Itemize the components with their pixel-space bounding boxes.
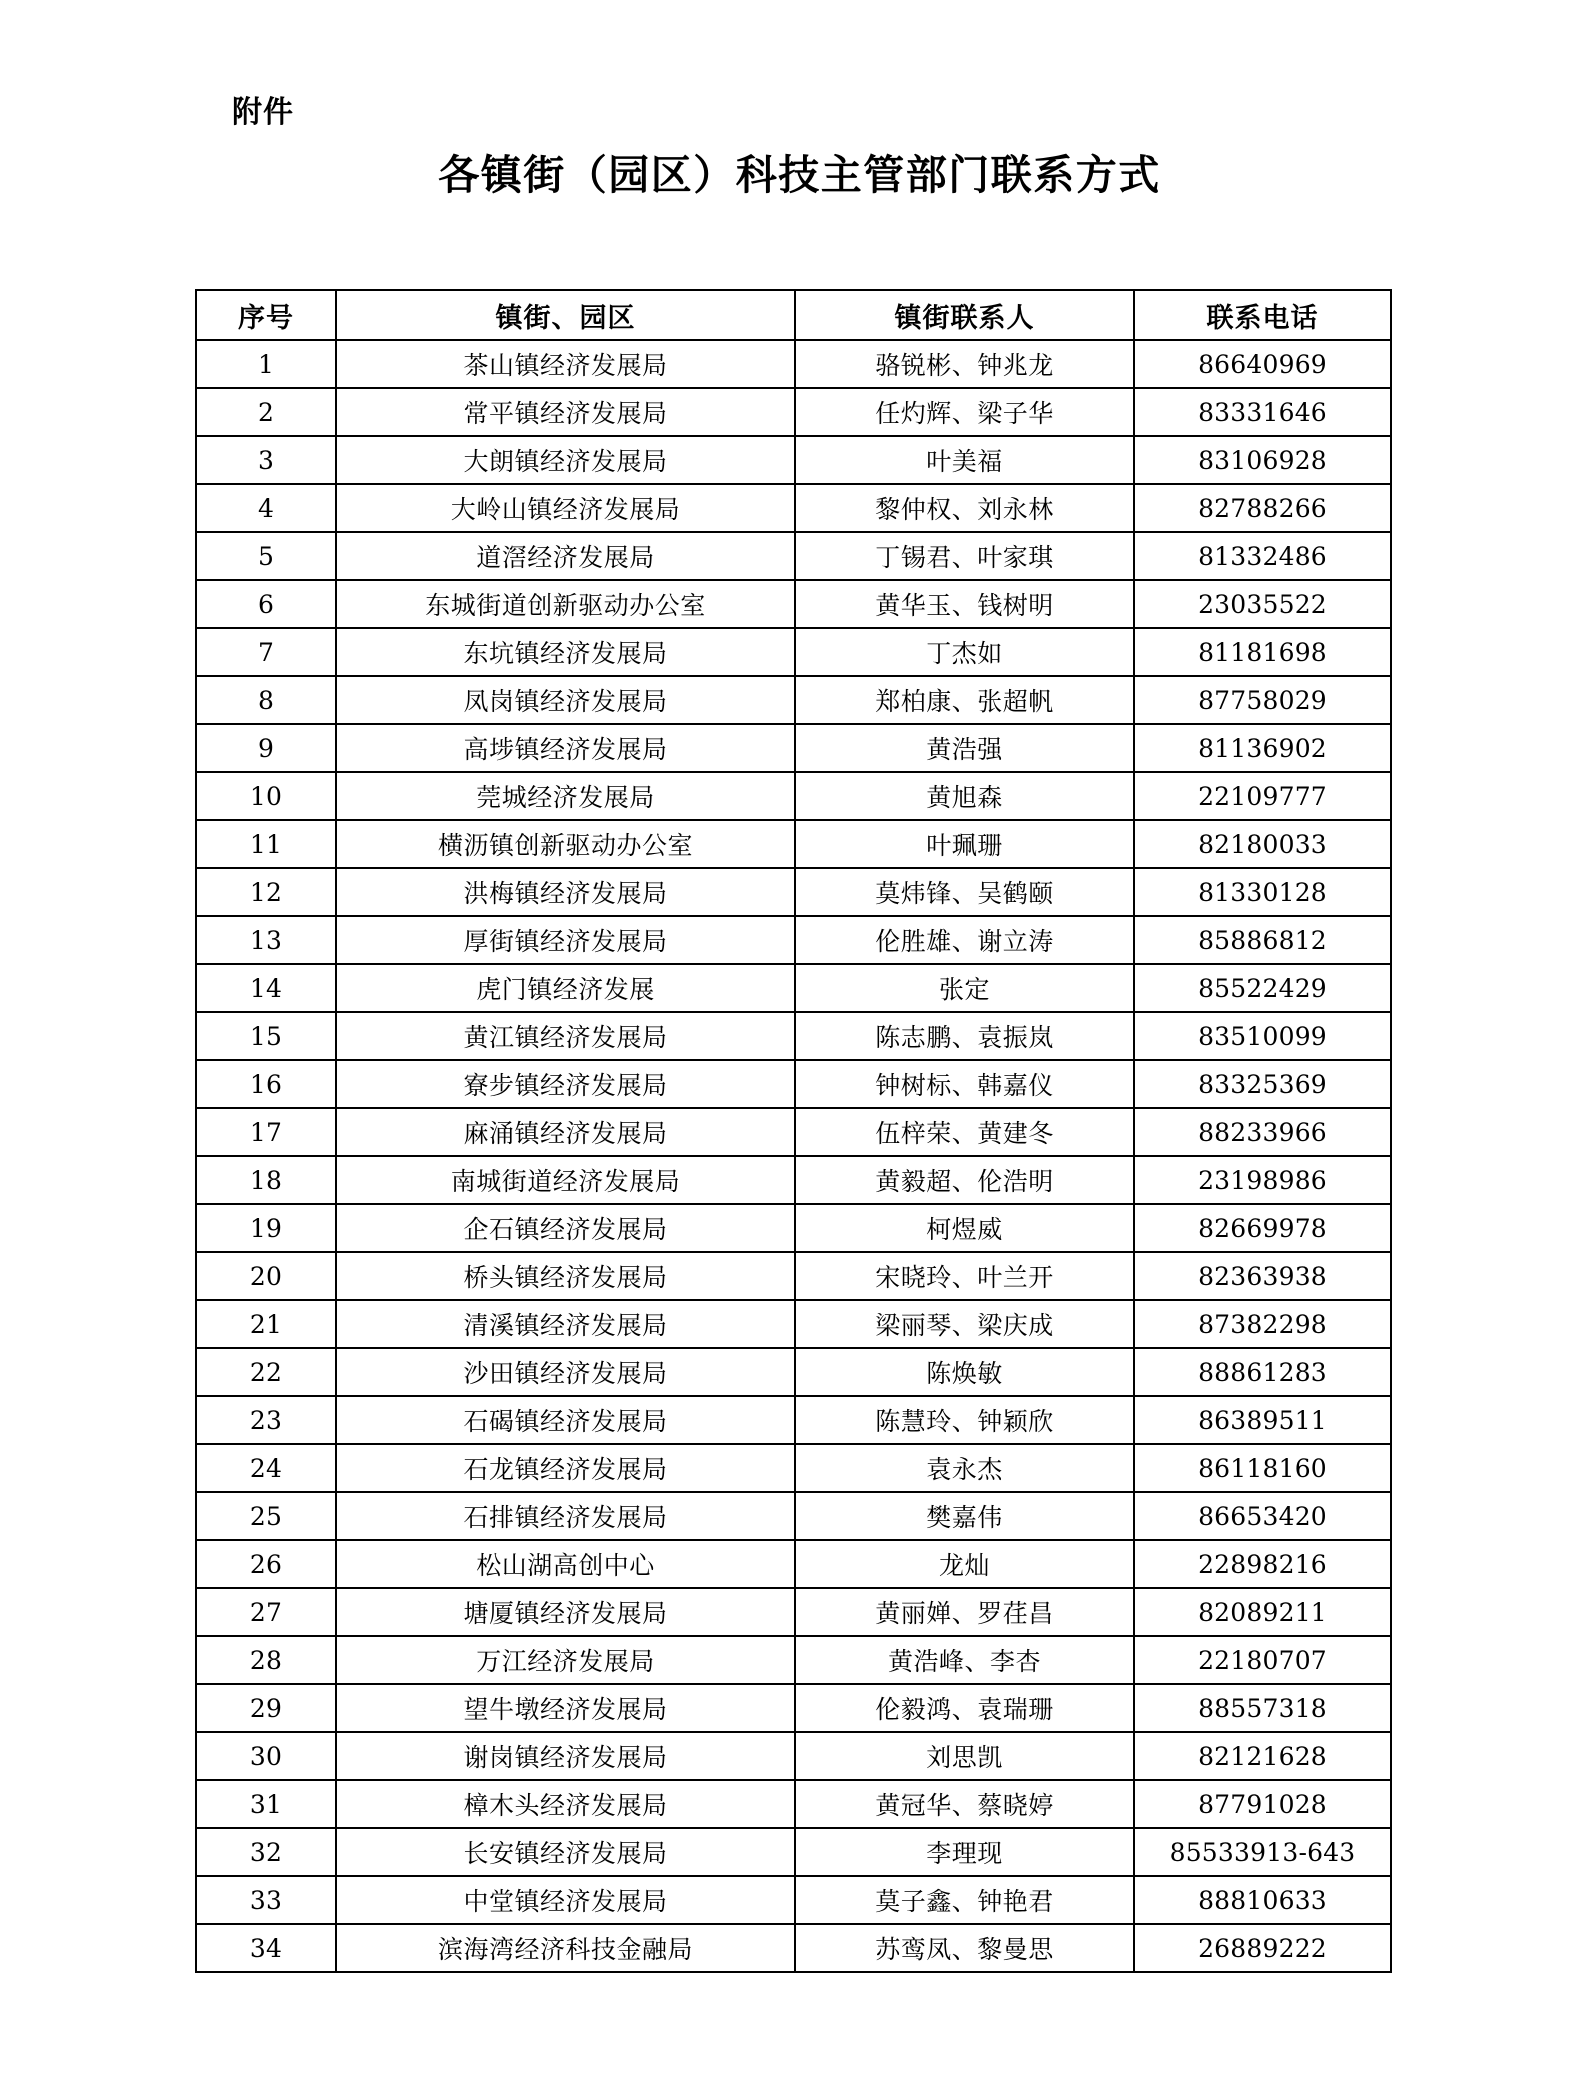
cell-org: 中堂镇经济发展局	[336, 1876, 795, 1924]
cell-seq: 2	[196, 388, 336, 436]
cell-org: 石龙镇经济发展局	[336, 1444, 795, 1492]
cell-name: 陈志鹏、袁振岚	[795, 1012, 1134, 1060]
cell-seq: 32	[196, 1828, 336, 1876]
cell-org: 凤岗镇经济发展局	[336, 676, 795, 724]
cell-phone: 82180033	[1134, 820, 1391, 868]
table-row	[196, 532, 1391, 580]
cell-phone: 86389511	[1134, 1396, 1391, 1444]
cell-name: 张定	[795, 964, 1134, 1012]
cell-name: 李理现	[795, 1828, 1134, 1876]
cell-name: 郑柏康、张超帆	[795, 676, 1134, 724]
cell-name: 伦毅鸿、袁瑞珊	[795, 1684, 1134, 1732]
table-row	[196, 1012, 1391, 1060]
cell-org: 万江经济发展局	[336, 1636, 795, 1684]
cell-seq: 13	[196, 916, 336, 964]
cell-seq: 1	[196, 340, 336, 388]
cell-name: 黎仲权、刘永林	[795, 484, 1134, 532]
contact-table	[195, 289, 1392, 1973]
table-row	[196, 1924, 1391, 1972]
cell-name: 骆锐彬、钟兆龙	[795, 340, 1134, 388]
table-row	[196, 1684, 1391, 1732]
cell-seq: 14	[196, 964, 336, 1012]
cell-org: 虎门镇经济发展	[336, 964, 795, 1012]
cell-name: 伦胜雄、谢立涛	[795, 916, 1134, 964]
cell-seq: 18	[196, 1156, 336, 1204]
cell-name: 宋晓玲、叶兰开	[795, 1252, 1134, 1300]
cell-org: 黄江镇经济发展局	[336, 1012, 795, 1060]
cell-phone: 22180707	[1134, 1636, 1391, 1684]
cell-name: 袁永杰	[795, 1444, 1134, 1492]
cell-org: 莞城经济发展局	[336, 772, 795, 820]
cell-name: 黄华玉、钱树明	[795, 580, 1134, 628]
cell-org: 厚街镇经济发展局	[336, 916, 795, 964]
table-row	[196, 916, 1391, 964]
cell-org: 谢岗镇经济发展局	[336, 1732, 795, 1780]
cell-phone: 83325369	[1134, 1060, 1391, 1108]
cell-phone: 86653420	[1134, 1492, 1391, 1540]
table-row	[196, 628, 1391, 676]
cell-phone: 82669978	[1134, 1204, 1391, 1252]
cell-seq: 25	[196, 1492, 336, 1540]
cell-name: 任灼辉、梁子华	[795, 388, 1134, 436]
cell-seq: 11	[196, 820, 336, 868]
table-row	[196, 964, 1391, 1012]
cell-org: 寮步镇经济发展局	[336, 1060, 795, 1108]
table-row	[196, 436, 1391, 484]
table-header-row	[196, 290, 1391, 340]
cell-name: 黄丽婵、罗荏昌	[795, 1588, 1134, 1636]
cell-name: 丁锡君、叶家琪	[795, 532, 1134, 580]
cell-name: 刘思凯	[795, 1732, 1134, 1780]
cell-org: 松山湖高创中心	[336, 1540, 795, 1588]
cell-seq: 10	[196, 772, 336, 820]
cell-phone: 81136902	[1134, 724, 1391, 772]
cell-seq: 7	[196, 628, 336, 676]
table-row	[196, 1252, 1391, 1300]
cell-phone: 88861283	[1134, 1348, 1391, 1396]
cell-org: 樟木头经济发展局	[336, 1780, 795, 1828]
page-title: 各镇街（园区）科技主管部门联系方式	[438, 151, 1161, 199]
cell-phone: 82788266	[1134, 484, 1391, 532]
cell-phone: 23035522	[1134, 580, 1391, 628]
table-row	[196, 676, 1391, 724]
table-row	[196, 1876, 1391, 1924]
table-row	[196, 1444, 1391, 1492]
cell-org: 桥头镇经济发展局	[336, 1252, 795, 1300]
column-header-seq: 序号	[196, 290, 336, 340]
cell-phone: 83331646	[1134, 388, 1391, 436]
cell-org: 茶山镇经济发展局	[336, 340, 795, 388]
cell-name: 叶珮珊	[795, 820, 1134, 868]
cell-phone: 81181698	[1134, 628, 1391, 676]
cell-name: 莫子鑫、钟艳君	[795, 1876, 1134, 1924]
cell-seq: 30	[196, 1732, 336, 1780]
table-row	[196, 1204, 1391, 1252]
cell-org: 东坑镇经济发展局	[336, 628, 795, 676]
cell-phone: 22898216	[1134, 1540, 1391, 1588]
cell-phone: 88557318	[1134, 1684, 1391, 1732]
cell-name: 梁丽琴、梁庆成	[795, 1300, 1134, 1348]
cell-phone: 22109777	[1134, 772, 1391, 820]
cell-name: 丁杰如	[795, 628, 1134, 676]
cell-seq: 31	[196, 1780, 336, 1828]
cell-name: 黄旭森	[795, 772, 1134, 820]
table-row	[196, 724, 1391, 772]
table-row	[196, 772, 1391, 820]
cell-name: 黄浩强	[795, 724, 1134, 772]
cell-seq: 27	[196, 1588, 336, 1636]
cell-phone: 23198986	[1134, 1156, 1391, 1204]
cell-name: 樊嘉伟	[795, 1492, 1134, 1540]
cell-seq: 17	[196, 1108, 336, 1156]
cell-org: 大岭山镇经济发展局	[336, 484, 795, 532]
cell-seq: 9	[196, 724, 336, 772]
cell-org: 清溪镇经济发展局	[336, 1300, 795, 1348]
cell-seq: 19	[196, 1204, 336, 1252]
table-row	[196, 1732, 1391, 1780]
cell-seq: 4	[196, 484, 336, 532]
cell-name: 陈焕敏	[795, 1348, 1134, 1396]
cell-org: 企石镇经济发展局	[336, 1204, 795, 1252]
cell-org: 麻涌镇经济发展局	[336, 1108, 795, 1156]
cell-phone: 87791028	[1134, 1780, 1391, 1828]
cell-org: 望牛墩经济发展局	[336, 1684, 795, 1732]
cell-org: 长安镇经济发展局	[336, 1828, 795, 1876]
table-row	[196, 1828, 1391, 1876]
cell-phone: 83510099	[1134, 1012, 1391, 1060]
column-header-org: 镇街、园区	[336, 290, 795, 340]
cell-phone: 85533913-643	[1134, 1828, 1391, 1876]
table-row	[196, 1300, 1391, 1348]
table-row	[196, 580, 1391, 628]
cell-org: 洪梅镇经济发展局	[336, 868, 795, 916]
cell-org: 石碣镇经济发展局	[336, 1396, 795, 1444]
cell-phone: 88810633	[1134, 1876, 1391, 1924]
table-row	[196, 820, 1391, 868]
cell-name: 莫炜锋、吴鹤颐	[795, 868, 1134, 916]
cell-seq: 3	[196, 436, 336, 484]
table-row	[196, 388, 1391, 436]
cell-phone: 82121628	[1134, 1732, 1391, 1780]
table-row	[196, 1636, 1391, 1684]
cell-phone: 26889222	[1134, 1924, 1391, 1972]
column-header-name: 镇街联系人	[795, 290, 1134, 340]
cell-seq: 8	[196, 676, 336, 724]
cell-phone: 86118160	[1134, 1444, 1391, 1492]
cell-name: 伍梓荣、黄建冬	[795, 1108, 1134, 1156]
cell-phone: 83106928	[1134, 436, 1391, 484]
cell-org: 高埗镇经济发展局	[336, 724, 795, 772]
cell-seq: 33	[196, 1876, 336, 1924]
table-row	[196, 1060, 1391, 1108]
cell-org: 道滘经济发展局	[336, 532, 795, 580]
attachment-label: 附件	[232, 95, 294, 130]
cell-seq: 6	[196, 580, 336, 628]
cell-phone: 88233966	[1134, 1108, 1391, 1156]
cell-org: 南城街道经济发展局	[336, 1156, 795, 1204]
cell-seq: 5	[196, 532, 336, 580]
cell-phone: 85522429	[1134, 964, 1391, 1012]
cell-name: 黄浩峰、李杏	[795, 1636, 1134, 1684]
table-row	[196, 1492, 1391, 1540]
cell-seq: 20	[196, 1252, 336, 1300]
cell-name: 柯煜威	[795, 1204, 1134, 1252]
cell-phone: 82089211	[1134, 1588, 1391, 1636]
table-row	[196, 1540, 1391, 1588]
table-row	[196, 1588, 1391, 1636]
table-row	[196, 1396, 1391, 1444]
cell-org: 东城街道创新驱动办公室	[336, 580, 795, 628]
cell-phone: 85886812	[1134, 916, 1391, 964]
cell-name: 陈慧玲、钟颖欣	[795, 1396, 1134, 1444]
cell-seq: 22	[196, 1348, 336, 1396]
cell-seq: 29	[196, 1684, 336, 1732]
cell-seq: 28	[196, 1636, 336, 1684]
cell-org: 沙田镇经济发展局	[336, 1348, 795, 1396]
cell-org: 塘厦镇经济发展局	[336, 1588, 795, 1636]
table-row	[196, 484, 1391, 532]
cell-org: 滨海湾经济科技金融局	[336, 1924, 795, 1972]
cell-phone: 81332486	[1134, 532, 1391, 580]
cell-phone: 86640969	[1134, 340, 1391, 388]
cell-name: 龙灿	[795, 1540, 1134, 1588]
cell-name: 黄冠华、蔡晓婷	[795, 1780, 1134, 1828]
table-row	[196, 1156, 1391, 1204]
table-row	[196, 1348, 1391, 1396]
cell-seq: 26	[196, 1540, 336, 1588]
table-body	[196, 340, 1391, 1972]
cell-org: 石排镇经济发展局	[336, 1492, 795, 1540]
cell-org: 常平镇经济发展局	[336, 388, 795, 436]
cell-org: 大朗镇经济发展局	[336, 436, 795, 484]
cell-name: 钟树标、韩嘉仪	[795, 1060, 1134, 1108]
table-row	[196, 1108, 1391, 1156]
cell-seq: 21	[196, 1300, 336, 1348]
cell-org: 横沥镇创新驱动办公室	[336, 820, 795, 868]
cell-seq: 12	[196, 868, 336, 916]
cell-seq: 34	[196, 1924, 336, 1972]
table-row	[196, 1780, 1391, 1828]
cell-phone: 87758029	[1134, 676, 1391, 724]
cell-phone: 82363938	[1134, 1252, 1391, 1300]
cell-phone: 81330128	[1134, 868, 1391, 916]
table-row	[196, 868, 1391, 916]
cell-name: 黄毅超、伦浩明	[795, 1156, 1134, 1204]
cell-seq: 15	[196, 1012, 336, 1060]
cell-seq: 24	[196, 1444, 336, 1492]
table-header	[196, 290, 1391, 340]
cell-seq: 16	[196, 1060, 336, 1108]
cell-name: 苏鸾凤、黎曼思	[795, 1924, 1134, 1972]
table-row	[196, 340, 1391, 388]
column-header-phone: 联系电话	[1134, 290, 1391, 340]
cell-name: 叶美福	[795, 436, 1134, 484]
cell-phone: 87382298	[1134, 1300, 1391, 1348]
cell-seq: 23	[196, 1396, 336, 1444]
